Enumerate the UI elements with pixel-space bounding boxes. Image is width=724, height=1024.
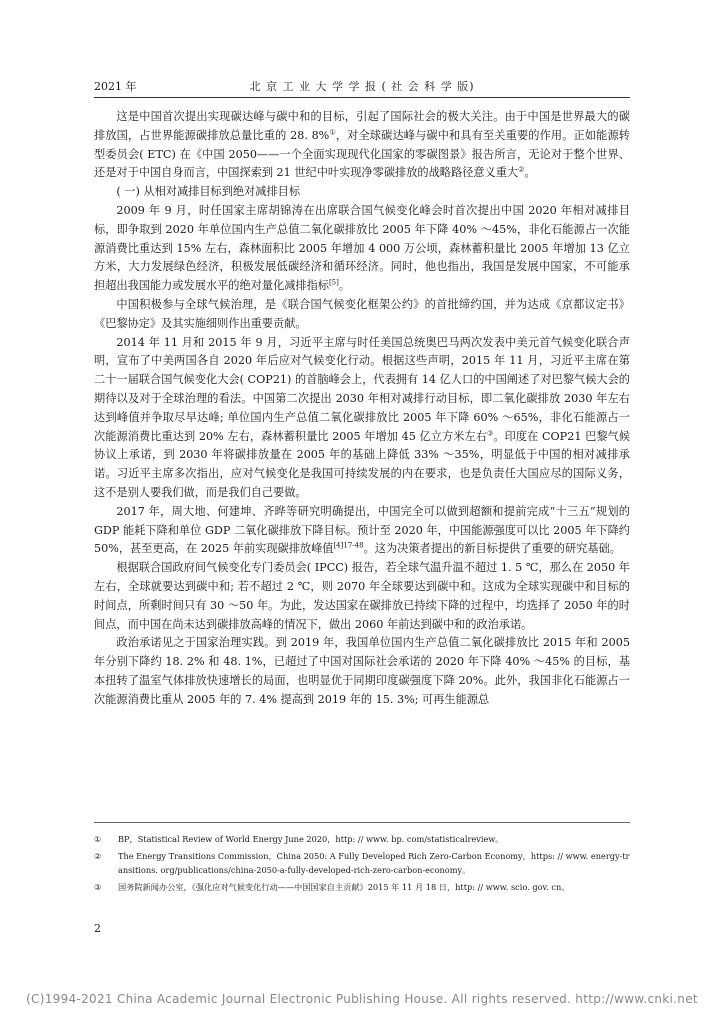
section-heading: ( 一) 从相对减排目标到绝对减排目标 xyxy=(116,185,301,199)
page-number: 2 xyxy=(94,922,101,935)
paragraph-6: 根据联合国政府间气候变化专门委员会( IPCC) 报告，若全球气温升温不超过 1. 5 ℃，那么在 2050 年左右，全球就要达到碳中和; 若不超过 2 ℃，则 2070 年全球要达到碳中和。这成为全球实现碳中和目标的时间点，所剩时间只有 30 ～50 年。为此，发达国家在碳排放已持续下降的过程中，均选择了 2050 年的时间点，而中国在尚未达到碳排放高峰的情况下，做出 2060 年前达到碳中和的政治承诺。 xyxy=(94,561,630,631)
citation-ref-5[interactable]: [5] xyxy=(328,278,339,287)
footnote-item: ③ 国务院新闻办公室，《强化应对气候变化行动——中国国家自主贡献》2015 年 11 月 18 日，http: // www. scio. gov. cn。 xyxy=(94,882,570,892)
copyright-footer: (C)1994-2021 China Academic Journal Electronic Publishing House. All rights reserved. http://www.cnki.net xyxy=(26,992,698,1006)
paragraph-3: 中国积极参与全球气候治理，是《联合国气候变化框架公约》的首批缔约国，并为达成《京都议定书》《巴黎协定》及其实施细则作出重要贡献。 xyxy=(94,297,630,330)
footnote-marker-3[interactable]: ③ xyxy=(487,428,494,437)
footnote-marker-1[interactable]: ① xyxy=(329,128,336,137)
citation-ref-4[interactable]: [4]17-48 xyxy=(333,541,364,550)
header-rule xyxy=(94,97,630,98)
header-year: 2021 年 xyxy=(94,80,137,93)
footnote-marker-2[interactable]: ② xyxy=(518,165,525,174)
paragraph-4: 2014 年 11 月和 2015 年 9 月，习近平主席与时任美国总统奥巴马两次发表中美元首气候变化联合声明，宣布了中美两国各自 2020 年后应对气候变化行动。根据这些声明，2015 年 11 月，习近平主席在第二十一届联合国气候变化大会( COP21) 的首脑峰会上，代表拥有 14 亿人口的中国阐述了对巴黎气候大会的期待以及对于全球治理的看法。中国第二次提出 2030 年相对减排行动目标，即二氧化碳排放 2030 年左右达到峰值并争取尽早达峰; 单位国内生产总值二氧化碳排放比 2005 年下降 60% ～65%，非化石能源占一次能源消费比重达到 20% 左右，森林蓄积量比 2005 年增加 45 亿立方米左右③。印度在 COP21 巴黎气候协议上承诺，到 2030 年将碳排放量在 2005 年的基础上降低 33% ～35%，明显低于中国的相对减排承诺。习近平主席多次指出，应对气候变化是我国可持续发展的内在要求，也是负责任大国应尽的国际义务，这不是别人要我们做，而是我们自己要做。 xyxy=(94,335,631,499)
paragraph-2: 2009 年 9 月，时任国家主席胡锦涛在出席联合国气候变化峰会时首次提出中国 2020 年相对减排目标，即争取到 2020 年单位国内生产总值二氧化碳排放比 2005 年下降 40% ～45%，非化石能源占一次能源消费比重达到 15% 左右，森林面积比 2005 年增加 4 000 万公顷，森林蓄积量比 2005 年增加 13 亿立方米，大力发展绿色经济，积极发展低碳经济和循环经济。同时，他也指出，我国是发展中国家，不可能承担超出我国能力或发展水平的绝对量化减排指标[5]。 xyxy=(94,203,630,293)
body-text xyxy=(94,108,630,710)
footnotes xyxy=(94,832,630,897)
footnote-rule xyxy=(94,822,630,823)
footnote-item: ① BP，Statistical Review of World Energy June 2020，http: // www. bp. com/statisticalreview。 xyxy=(94,834,504,844)
footnote-item: ② The Energy Transitions Commission，China 2050: A Fully Developed Rich Zero-Carbon Economy，https: // www. energy-transitions. org/publications/china-2050-a-fully-developed-rich-zero-carbon-economy。 xyxy=(94,851,630,875)
paragraph-7: 政治承诺见之于国家治理实践。到 2019 年，我国单位国内生产总值二氧化碳排放比 2015 年和 2005 年分别下降约 18. 2% 和 48. 1%，已超过了中国对国际社会承诺的 2020 年下降 40% ～45% 的目标，基本扭转了温室气体排放快速增长的局面，也明显优于同期印度碳强度下降 20%。此外，我国非化石能源占一次能源消费比重从 2005 年的 7. 4% 提高到 2019 年的 15. 3%; 可再生能源总 xyxy=(94,636,630,706)
paragraph-5: 2017 年，周大地、何建坤、齐晔等研究明确提出，中国完全可以做到超额和提前完成“十三五”规划的 GDP 能耗下降和单位 GDP 二氧化碳排放下降目标。预计至 2020 年，中国能源强度可以比 2005 年下降约 50%，甚至更高，在 2025 年前实现碳排放峰值$^{[4]17-48}$。这为决策者提出的新目标提供了重要的研究基础。 xyxy=(94,504,630,556)
header-journal-title: 北 京 工 业 大 学 学 报 ( 社 会 科 学 版) xyxy=(249,80,475,93)
paragraph-1: 这是中国首次提出实现碳达峰与碳中和的目标，引起了国际社会的极大关注。由于中国是世界最大的碳排放国，占世界能源碳排放总量比重的 28. 8%①，对全球碳达峰与碳中和具有至关重要的作用。正如能源转型委员会( ETC) 在《中国 2050——一个全面实现现代化国家的零碳图景》报告所言，无论对于整个世界、还是对于中国自身而言，中国探索到 21 世纪中叶实现净零碳排放的战略路径意义重大②。 xyxy=(94,110,630,180)
